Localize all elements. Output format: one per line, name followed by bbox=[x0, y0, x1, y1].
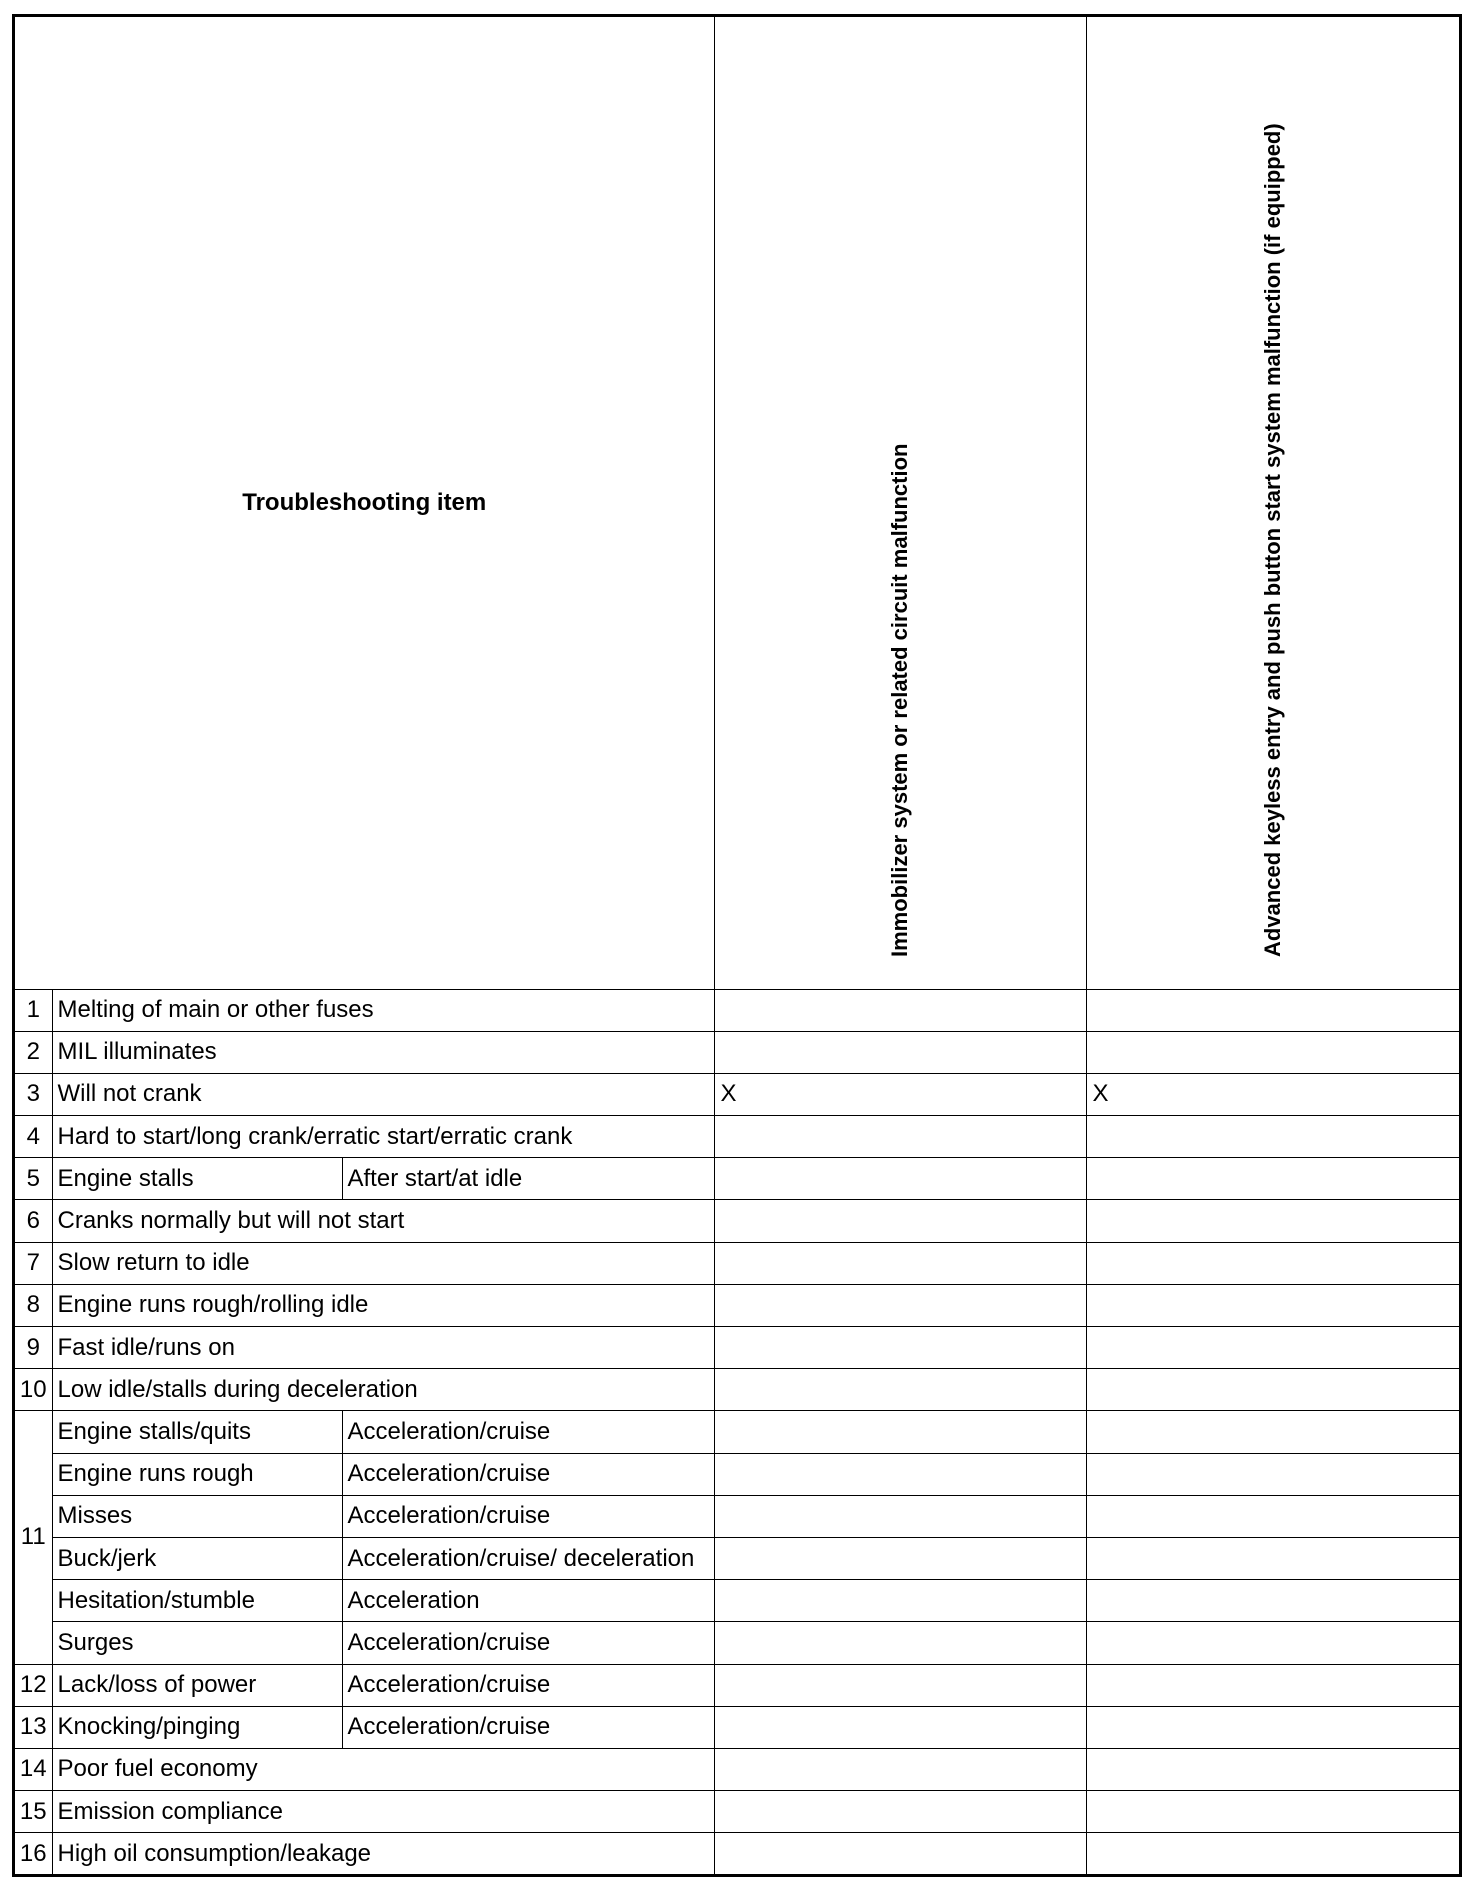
immobilizer-column-label: Immobilizer system or related circuit malfunction bbox=[887, 443, 912, 957]
advanced-keyless-column-header bbox=[1086, 17, 1459, 989]
troubleshooting-item: Lack/loss of power bbox=[52, 1664, 342, 1706]
troubleshooting-item: Will not crank bbox=[52, 1073, 714, 1115]
header-row bbox=[15, 17, 1459, 989]
immobilizer-cell bbox=[714, 1537, 1086, 1579]
immobilizer-cell bbox=[714, 1116, 1086, 1158]
troubleshooting-item: Engine runs rough/rolling idle bbox=[52, 1284, 714, 1326]
row-number: 14 bbox=[15, 1748, 52, 1790]
keyless-cell bbox=[1086, 1031, 1459, 1073]
troubleshooting-item: Fast idle/runs on bbox=[52, 1327, 714, 1369]
keyless-cell bbox=[1086, 1116, 1459, 1158]
condition-cell: After start/at idle bbox=[342, 1158, 714, 1200]
table-row bbox=[15, 1116, 1459, 1158]
row-number: 10 bbox=[15, 1369, 52, 1411]
table-row bbox=[15, 1537, 1459, 1579]
keyless-cell bbox=[1086, 1327, 1459, 1369]
troubleshooting-item: Misses bbox=[52, 1495, 342, 1537]
table-row bbox=[15, 1748, 1459, 1790]
immobilizer-cell bbox=[714, 1833, 1086, 1875]
keyless-cell bbox=[1086, 1200, 1459, 1242]
troubleshooting-item: MIL illuminates bbox=[52, 1031, 714, 1073]
row-number: 3 bbox=[15, 1073, 52, 1115]
keyless-cell bbox=[1086, 1706, 1459, 1748]
troubleshooting-item: Hard to start/long crank/erratic start/erratic crank bbox=[52, 1116, 714, 1158]
immobilizer-cell bbox=[714, 1411, 1086, 1453]
condition-cell: Acceleration/cruise bbox=[342, 1495, 714, 1537]
keyless-cell bbox=[1086, 1242, 1459, 1284]
keyless-cell bbox=[1086, 1580, 1459, 1622]
row-number: 13 bbox=[15, 1706, 52, 1748]
condition-cell: Acceleration/cruise bbox=[342, 1664, 714, 1706]
troubleshooting-item: Slow return to idle bbox=[52, 1242, 714, 1284]
row-number: 6 bbox=[15, 1200, 52, 1242]
immobilizer-cell bbox=[714, 1580, 1086, 1622]
table-row bbox=[15, 1495, 1459, 1537]
immobilizer-cell bbox=[714, 1453, 1086, 1495]
immobilizer-cell bbox=[714, 1327, 1086, 1369]
table-row bbox=[15, 1200, 1459, 1242]
condition-cell: Acceleration/cruise bbox=[342, 1706, 714, 1748]
troubleshooting-item: Engine runs rough bbox=[52, 1453, 342, 1495]
condition-cell: Acceleration bbox=[342, 1580, 714, 1622]
immobilizer-cell bbox=[714, 1284, 1086, 1326]
condition-cell: Acceleration/cruise bbox=[342, 1622, 714, 1664]
condition-cell: Acceleration/cruise/ deceleration bbox=[342, 1537, 714, 1579]
table-row bbox=[15, 1158, 1459, 1200]
row-number: 1 bbox=[15, 989, 52, 1031]
row-number: 15 bbox=[15, 1791, 52, 1833]
condition-cell: Acceleration/cruise bbox=[342, 1411, 714, 1453]
condition-cell: Acceleration/cruise bbox=[342, 1453, 714, 1495]
immobilizer-cell bbox=[714, 1706, 1086, 1748]
immobilizer-cell bbox=[714, 1369, 1086, 1411]
row-number: 16 bbox=[15, 1833, 52, 1875]
immobilizer-cell bbox=[714, 1242, 1086, 1284]
immobilizer-cell bbox=[714, 1791, 1086, 1833]
keyless-cell bbox=[1086, 989, 1459, 1031]
keyless-cell bbox=[1086, 1748, 1459, 1790]
immobilizer-cell bbox=[714, 1664, 1086, 1706]
troubleshooting-item-header: Troubleshooting item bbox=[15, 17, 714, 989]
keyless-cell bbox=[1086, 1411, 1459, 1453]
row-number: 2 bbox=[15, 1031, 52, 1073]
keyless-cell bbox=[1086, 1495, 1459, 1537]
troubleshooting-item: Poor fuel economy bbox=[52, 1748, 714, 1790]
table-row bbox=[15, 1664, 1459, 1706]
keyless-cell bbox=[1086, 1369, 1459, 1411]
keyless-cell: X bbox=[1086, 1073, 1459, 1115]
troubleshooting-item: Hesitation/stumble bbox=[52, 1580, 342, 1622]
troubleshooting-item: Cranks normally but will not start bbox=[52, 1200, 714, 1242]
troubleshooting-item: Knocking/pinging bbox=[52, 1706, 342, 1748]
keyless-cell bbox=[1086, 1833, 1459, 1875]
row-number: 12 bbox=[15, 1664, 52, 1706]
row-number: 7 bbox=[15, 1242, 52, 1284]
immobilizer-cell bbox=[714, 1495, 1086, 1537]
keyless-cell bbox=[1086, 1284, 1459, 1326]
row-number: 5 bbox=[15, 1158, 52, 1200]
keyless-cell bbox=[1086, 1158, 1459, 1200]
immobilizer-cell bbox=[714, 1158, 1086, 1200]
troubleshooting-item: High oil consumption/leakage bbox=[52, 1833, 714, 1875]
table-row bbox=[15, 1706, 1459, 1748]
table-row bbox=[15, 1453, 1459, 1495]
row-number: 8 bbox=[15, 1284, 52, 1326]
row-number: 11 bbox=[15, 1411, 52, 1664]
table-row bbox=[15, 1031, 1459, 1073]
table-row bbox=[15, 1622, 1459, 1664]
immobilizer-cell bbox=[714, 1622, 1086, 1664]
keyless-cell bbox=[1086, 1791, 1459, 1833]
advanced-keyless-column-label: Advanced keyless entry and push button start system malfunction (if equipped) bbox=[1259, 122, 1285, 957]
table-row bbox=[15, 989, 1459, 1031]
immobilizer-column-header bbox=[714, 17, 1086, 989]
table-row bbox=[15, 1369, 1459, 1411]
immobilizer-cell bbox=[714, 1748, 1086, 1790]
table-row bbox=[15, 1411, 1459, 1453]
troubleshooting-item: Low idle/stalls during deceleration bbox=[52, 1369, 714, 1411]
table-row bbox=[15, 1833, 1459, 1875]
table-row bbox=[15, 1580, 1459, 1622]
immobilizer-cell bbox=[714, 1031, 1086, 1073]
table-row bbox=[15, 1327, 1459, 1369]
keyless-cell bbox=[1086, 1453, 1459, 1495]
troubleshooting-table bbox=[15, 17, 1459, 1875]
immobilizer-cell bbox=[714, 1200, 1086, 1242]
immobilizer-cell bbox=[714, 989, 1086, 1031]
troubleshooting-item: Melting of main or other fuses bbox=[52, 989, 714, 1031]
keyless-cell bbox=[1086, 1537, 1459, 1579]
troubleshooting-table-frame bbox=[12, 14, 1462, 1877]
troubleshooting-item: Emission compliance bbox=[52, 1791, 714, 1833]
keyless-cell bbox=[1086, 1664, 1459, 1706]
troubleshooting-item: Surges bbox=[52, 1622, 342, 1664]
table-row bbox=[15, 1791, 1459, 1833]
troubleshooting-item: Buck/jerk bbox=[52, 1537, 342, 1579]
immobilizer-cell: X bbox=[714, 1073, 1086, 1115]
table-row bbox=[15, 1242, 1459, 1284]
table-row bbox=[15, 1073, 1459, 1115]
table-row bbox=[15, 1284, 1459, 1326]
keyless-cell bbox=[1086, 1622, 1459, 1664]
troubleshooting-item: Engine stalls bbox=[52, 1158, 342, 1200]
row-number: 9 bbox=[15, 1327, 52, 1369]
row-number: 4 bbox=[15, 1116, 52, 1158]
troubleshooting-item: Engine stalls/quits bbox=[52, 1411, 342, 1453]
